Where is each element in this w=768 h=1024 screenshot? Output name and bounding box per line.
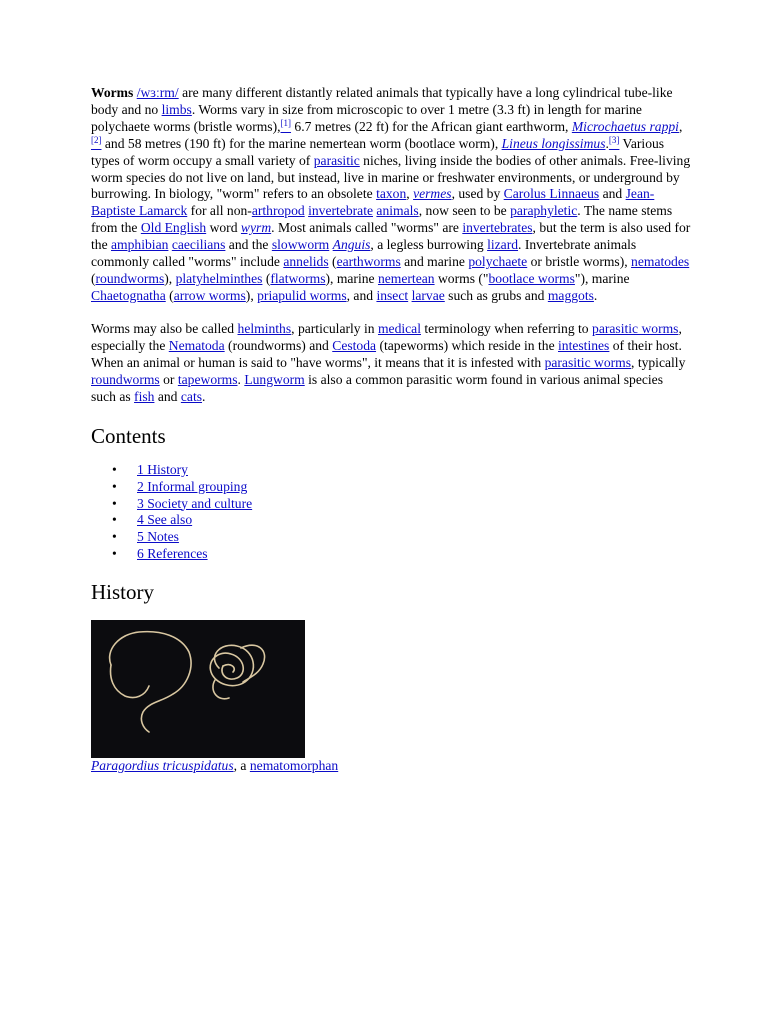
link-polychaete[interactable]: polychaete — [468, 254, 528, 270]
text-run: , but the term is also used for the — [91, 220, 691, 253]
caption-link-nematomorphan[interactable]: nematomorphan — [249, 758, 339, 774]
text-run: . Worms vary in size from microscopic to over 1 metre (3.3 ft) in length for marine polychaete worms (bristle worms), — [91, 101, 642, 134]
link-helminths[interactable]: helminths — [237, 321, 292, 337]
toc-item-history — [112, 461, 691, 479]
link-lungworm[interactable]: Lungworm — [244, 372, 305, 387]
caption-species-name: Paragordius tricuspidatus — [91, 758, 234, 774]
toc-item-informal-grouping — [112, 478, 691, 496]
text-run: are many different distantly related animals that typically have a long cylindrical tube-like body and no — [91, 85, 673, 117]
text-run: and — [154, 388, 181, 404]
link-microchaetus-rappi[interactable] — [572, 119, 679, 134]
caption-link-species[interactable] — [91, 758, 234, 773]
text-run: for all non- — [187, 203, 252, 219]
link-lizard[interactable]: lizard — [487, 237, 519, 253]
citation-link[interactable] — [609, 136, 620, 151]
text-run: ( — [262, 270, 271, 286]
text-run: ), — [245, 287, 258, 303]
citation-superscript: [2] — [91, 134, 102, 145]
bullet: • — [112, 495, 117, 511]
worm-photo — [91, 620, 305, 758]
text-run: , and — [346, 287, 377, 303]
link-tapeworms[interactable]: tapeworms — [177, 372, 238, 387]
photo-background — [91, 620, 305, 758]
link-chaetognatha[interactable]: Chaetognatha — [91, 287, 166, 303]
link-arrow-worms[interactable]: arrow worms — [173, 287, 246, 303]
bullet: • — [112, 461, 117, 477]
link-lineus-longissimus[interactable] — [501, 135, 609, 151]
toc-link-see-also[interactable]: 4 See also — [137, 512, 193, 528]
link-invertebrates[interactable]: invertebrates — [462, 220, 533, 236]
link-fish[interactable]: fish — [134, 388, 155, 404]
citation-link[interactable] — [281, 119, 292, 134]
text-run: 6.7 metres (22 ft) for the African giant earthworm, — [291, 118, 572, 134]
history-heading: History — [91, 580, 154, 605]
link-annelids[interactable]: annelids — [283, 254, 329, 270]
text-run: . Invertebrate animals commonly called "worms" include — [91, 237, 637, 270]
text-run: , used by — [451, 186, 504, 202]
text-run: Various types of worm occupy a small variety of — [91, 135, 665, 168]
text-run: worms (" — [434, 270, 489, 286]
text-run: ), — [164, 270, 176, 286]
link-wyrm[interactable] — [241, 220, 271, 235]
link-intestines[interactable]: intestines — [558, 338, 610, 354]
link-caecilians[interactable]: caecilians — [171, 237, 226, 253]
link-parasitic-worms[interactable]: parasitic worms — [592, 321, 679, 337]
text-run: . — [593, 287, 598, 303]
link-invertebrate[interactable]: invertebrate — [308, 203, 374, 219]
text-run: Worms may also be called — [91, 321, 238, 337]
link-nemertean[interactable]: nemertean — [377, 270, 435, 286]
link-cestoda[interactable]: Cestoda — [332, 338, 377, 354]
link-parasitic[interactable]: parasitic — [313, 152, 360, 168]
toc-link-informal-grouping[interactable]: 2 Informal grouping — [137, 478, 248, 494]
link-parasitic-worms[interactable]: parasitic worms — [544, 355, 632, 371]
text-run: ( — [165, 287, 174, 303]
text-run: (tapeworms) which reside in the — [376, 338, 558, 354]
link-slowworm[interactable]: slowworm — [271, 237, 330, 253]
text-run: . — [237, 372, 245, 387]
link-nematoda[interactable]: Nematoda — [168, 338, 225, 354]
text-run: , typically — [631, 355, 686, 371]
text-run: niches, living inside the bodies of other animals. Free-living worm species do not live on land, but instead, live in marine or freshwater environments, or underground by burrowing. In biology, "worm" refers to an obsolete — [91, 152, 691, 202]
text-run: such as grubs and — [444, 287, 548, 303]
link-amphibian[interactable]: amphibian — [111, 237, 169, 253]
citation-link[interactable] — [91, 136, 102, 151]
link-animals[interactable]: animals — [376, 203, 419, 219]
contents-heading: Contents — [91, 423, 166, 448]
text-run: and marine — [400, 254, 469, 270]
link-priapulid-worms[interactable]: priapulid worms — [257, 287, 347, 303]
table-of-contents — [91, 462, 691, 563]
link-jean-baptiste-lamarck[interactable]: Jean-Baptiste Lamarck — [91, 186, 655, 219]
text-run: , — [678, 118, 683, 134]
text-run: and 58 metres (190 ft) for the marine nemertean worm (bootlace worm), — [101, 135, 502, 151]
link-flatworms[interactable]: flatworms — [270, 270, 326, 286]
link-old-english[interactable]: Old English — [140, 220, 207, 236]
italic-term: Anguis — [332, 237, 371, 253]
intro-paragraph — [91, 85, 691, 305]
article — [91, 85, 691, 775]
text-run: ( — [91, 270, 96, 286]
link-larvae[interactable]: larvae — [411, 287, 445, 303]
text-run: , now seen to be — [418, 203, 511, 219]
link-paraphyletic[interactable]: paraphyletic — [510, 203, 578, 219]
bullet: • — [112, 546, 117, 562]
text-run: . Most animals called "worms" are — [271, 220, 463, 236]
link-cats[interactable]: cats — [180, 388, 203, 404]
link-maggots[interactable]: maggots — [547, 287, 594, 303]
italic-term: vermes — [413, 186, 452, 202]
text-run: , particularly in — [291, 321, 378, 337]
toc-item-references — [112, 546, 691, 563]
caption-separator: , a — [233, 758, 250, 774]
term-bold: Worms — [91, 85, 134, 100]
text-run: (roundworms) and — [224, 338, 333, 354]
text-run: of their host. When an animal or human is said to "have worms", it means that it is infested with — [91, 338, 682, 371]
citation-superscript: [3] — [608, 134, 620, 145]
link-roundworms[interactable]: roundworms — [91, 372, 160, 387]
link-roundworms[interactable]: roundworms — [95, 270, 165, 286]
text-run: or — [159, 372, 178, 387]
link-bootlace-worms[interactable]: bootlace worms — [488, 270, 575, 286]
link-anguis[interactable] — [333, 237, 371, 252]
link-taxon[interactable]: taxon — [376, 186, 407, 202]
toc-item-society-and-culture — [112, 495, 691, 513]
text-run: , a legless burrowing — [370, 237, 488, 253]
worm-illustration — [91, 620, 305, 758]
bullet: • — [112, 478, 117, 494]
text-run: . — [202, 388, 206, 404]
link-platyhelminthes[interactable]: platyhelminthes — [175, 270, 263, 286]
italic-term: wyrm — [240, 220, 272, 236]
text-run: is also a common parasitic worm found in various animal species such as — [91, 372, 663, 404]
link-carolus-linnaeus[interactable]: Carolus Linnaeus — [503, 186, 600, 202]
text-run: and — [599, 186, 626, 202]
text-run: and the — [225, 237, 272, 253]
link-arthropod[interactable]: arthropod — [251, 203, 305, 219]
text-run: , — [406, 186, 414, 202]
italic-term: Lineus longissimus — [501, 135, 606, 151]
toc-link-notes[interactable]: 5 Notes — [137, 529, 179, 545]
text-run: ), marine — [325, 270, 378, 286]
text-run: . — [605, 135, 609, 151]
toc-link-references[interactable]: 6 References — [137, 546, 208, 562]
text-run: or bristle worms), — [527, 254, 632, 270]
toc-link-history[interactable]: 1 History — [137, 461, 188, 477]
bullet: • — [112, 529, 117, 545]
text-run: terminology when referring to — [421, 321, 593, 337]
text-run: . The name stems from the — [91, 203, 673, 236]
link-nematodes[interactable]: nematodes — [631, 254, 690, 270]
text-run: word — [206, 220, 241, 236]
toc-link-society-and-culture[interactable]: 3 Society and culture — [137, 495, 253, 511]
link-earthworms[interactable]: earthworms — [336, 254, 401, 270]
link-limbs[interactable]: limbs — [161, 101, 192, 117]
text-run: ( — [328, 254, 337, 270]
link-vermes[interactable] — [413, 186, 452, 201]
figure-caption — [91, 758, 691, 775]
bullet: • — [112, 512, 117, 528]
helminths-paragraph — [91, 321, 691, 406]
italic-term: Microchaetus rappi — [571, 118, 679, 134]
link-insect[interactable]: insect — [376, 287, 409, 303]
link-medical[interactable]: medical — [377, 321, 421, 337]
text-run: , especially the — [91, 321, 682, 354]
link-w-rm[interactable]: /wɜːrm/ — [136, 85, 179, 100]
text-run: "), marine — [574, 270, 630, 286]
toc-item-see-also — [112, 512, 691, 529]
toc-item-notes — [112, 529, 691, 546]
citation-superscript: [1] — [280, 117, 292, 128]
